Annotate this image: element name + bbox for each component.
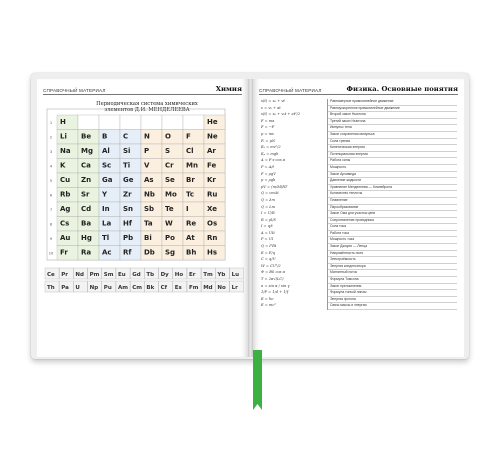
definition-line: Закон Джоуля — Ленца [328,244,457,251]
element-symbol: Hg [81,234,92,242]
definition-line: Потенциальная энергия [328,152,457,159]
element-symbol: Ne [207,132,218,141]
element-symbol: P [144,147,150,155]
formula-line: E = hν [261,296,274,301]
formula-line: Φ = BS cos α [261,270,286,275]
element-symbol: Kr [207,176,216,184]
definition-line: Работа тока [328,231,457,238]
element-symbol: W [165,219,173,228]
element-symbol: Nd [75,272,84,278]
definition-line: Энергия конденсатора [328,264,457,271]
definition-line: Количество теплоты [328,191,457,198]
element-symbol: Ca [81,161,91,170]
formula-line: A = UIt [261,230,275,235]
period-number: 4 [49,164,53,169]
definition-line: Закон Архимеда [328,172,457,179]
element-symbol: Cu [60,176,71,184]
element-symbol: Th [47,285,55,291]
formula-line: A = F·s·cos α [261,158,286,163]
element-symbol: Ra [81,248,92,257]
element-symbol: Ce [47,272,55,278]
formula-line: F = −F [261,125,275,130]
element-symbol: O [165,132,171,141]
element-symbol: Y [102,190,108,199]
physics-definitions [327,99,457,310]
element-symbol: Am [118,285,128,291]
definition-line: Формула тонкой линзы [328,290,457,297]
element-symbol: Sn [123,205,134,213]
element-symbol: Fe [207,161,217,170]
element-symbol: F [186,132,191,141]
element-symbol: Si [123,147,131,155]
element-symbol: Sc [102,161,112,170]
element-symbol: Cm [132,285,142,291]
element-symbol: He [207,118,218,126]
formula-line: Q = cmΔt [261,191,279,196]
element-symbol: Au [60,234,71,242]
element-symbol: Cl [186,147,194,155]
element-symbol: As [144,176,154,184]
element-symbol: I [186,205,189,213]
formula-line: p = ρgh [261,178,276,183]
definition-line: Закон сохранения импульса [328,132,457,139]
element-symbol: V [144,161,150,170]
periodic-table-title-line1: Периодическая система химических [96,101,198,107]
definition-line: Закон Ома для участка цепи [328,211,457,218]
element-symbol: Cr [165,161,174,170]
element-symbol: Pu [103,285,112,291]
formula-line: P = A/t [261,164,274,169]
element-symbol: Te [165,205,174,213]
formula-line: x(t) = x₀ + v₀t + at²/2 [261,112,301,117]
element-symbol: K [60,161,66,170]
period-number: 9 [49,237,53,241]
formula-line: P = UI [261,237,274,242]
formula-line: Eₚ = mgh [261,151,279,156]
right-header-title: Физика. Основные понятия [346,85,458,93]
period-number: 6 [49,193,53,198]
element-symbol: Bi [144,234,152,242]
element-symbol: Fr [60,248,68,257]
element-symbol: Bh [186,248,197,257]
element-symbol: Bk [146,285,155,291]
element-symbol: Lu [231,272,240,278]
element-symbol: Cs [60,219,70,228]
element-symbol: Pa [61,285,69,291]
element-symbol: Dy [160,272,169,278]
element-symbol: Np [89,285,99,291]
period-number: 7 [49,208,53,212]
formula-line: T = 2π√(LC) [261,277,284,282]
definition-line: Плавление [328,198,457,205]
element-cell [141,115,162,130]
period-number: 3 [49,150,53,154]
element-symbol: Xe [207,205,217,213]
formula-line: 1/F = 1/d + 1/f [261,290,289,295]
right-header-label: СПРАВОЧНЫЙ МАТЕРИАЛ [259,88,322,93]
definition-line: Связь массы и энергии [328,303,457,310]
element-symbol: Gd [132,272,141,278]
definition-line: Мощность тока [328,237,457,244]
element-symbol: Eu [118,272,126,278]
left-page [37,79,248,357]
periodic-table-title-line2: элементов Д.И. МЕНДЕЛЕЕВА [104,107,190,113]
element-cell [99,115,120,130]
element-cell [120,115,141,130]
element-symbol: Se [165,176,175,184]
element-symbol: Er [189,272,196,278]
element-symbol: Tc [186,190,194,199]
element-symbol: Yb [217,272,226,278]
formula-line: C = q/U [261,257,276,262]
formula-line: E = mc² [261,303,276,308]
formula-line: n = sin α / sin γ [261,283,290,288]
element-symbol: Fm [189,285,199,291]
bookmark-ribbon [253,350,262,410]
element-symbol: Ga [102,176,113,184]
element-symbol: Ba [81,219,92,228]
definition-line: Равноускоренное прямолинейное движение [328,106,457,113]
element-symbol: Li [60,132,67,141]
period-number: 5 [49,179,53,183]
element-symbol: Es [174,285,182,291]
element-symbol: B [102,132,108,141]
element-symbol: Lr [231,285,238,291]
element-symbol: Pm [89,272,100,278]
element-symbol: Ta [144,219,153,228]
element-symbol: Zn [81,176,92,184]
element-symbol: Ru [207,190,218,199]
definition-line: Магнитный поток [328,270,457,277]
element-symbol: Sr [81,190,90,199]
element-symbol: Sb [144,205,155,213]
element-symbol: Re [186,219,197,228]
element-symbol: Be [81,132,92,141]
element-symbol: Mg [81,147,93,155]
definition-line: Кинетическая энергия [328,145,457,152]
formula-line: F = ρgV [261,171,276,176]
period-number: 10 [48,251,54,256]
right-page-header [259,84,458,95]
element-symbol: Ti [123,161,131,170]
element-symbol: Ar [207,147,216,155]
left-header-title: Химия [215,85,242,93]
element-cell [162,115,183,130]
element-symbol: Hs [207,248,218,257]
formula-line: I = q/t [261,224,273,229]
element-symbol: N [144,132,150,141]
element-symbol: Pb [123,234,134,242]
element-symbol: Ho [174,272,184,278]
element-symbol: La [102,219,112,228]
element-symbol: Os [207,219,218,228]
element-symbol: Db [144,248,155,257]
formula-line: Q = I²Rt [261,244,277,249]
definition-line: Формула Томсона [328,277,457,284]
element-symbol: Rf [123,248,132,257]
period-number: 2 [49,135,53,140]
element-symbol: Ag [60,205,71,213]
period-number: 1 [49,121,53,125]
formula-line: p = mv [261,131,275,136]
formula-line: R = ρl/S [261,217,276,222]
element-symbol: U [75,285,80,291]
element-symbol: Zr [123,190,132,199]
periodic-table [37,79,248,357]
definition-line: Парообразование [328,205,457,212]
formula-line: v = v₀ + at [261,105,281,110]
element-cell [78,115,99,130]
element-symbol: At [186,234,195,242]
definition-line: Давление жидкости [328,178,457,185]
element-symbol: Md [203,285,213,291]
element-symbol: In [102,205,110,213]
definition-line: Закон преломления [328,284,457,291]
definition-line: Сила трения [328,139,457,146]
element-symbol: Po [165,234,175,242]
element-symbol: Ge [123,176,134,184]
element-symbol: S [165,147,171,155]
physics-formulas [261,99,321,310]
element-symbol: Cd [81,205,92,213]
definition-line: Импульс тела [328,125,457,132]
formula-line: Q = Lm [261,204,276,209]
definition-line: Работа силы [328,158,457,165]
definition-line: Равномерное прямолинейное движение [328,99,457,106]
formula-line: F = ma [261,118,275,123]
definition-line: Второй закон Ньютона [328,112,457,119]
element-symbol: Rn [207,234,218,242]
element-symbol: Cf [160,285,168,291]
element-symbol: Nb [144,190,155,199]
element-symbol: H [60,118,66,126]
element-symbol: Rb [60,190,71,199]
element-symbol: Al [102,147,110,155]
definition-line: Мощность [328,165,457,172]
period-number: 8 [49,222,53,227]
formula-line: Q = λm [261,197,275,202]
definition-line: Напряжённость поля [328,251,457,258]
element-symbol: No [217,285,226,291]
definition-line: Уравнение Менделеева — Клапейрона [328,185,457,192]
formula-line: x(t) = x₀ + vt [261,99,285,103]
element-cell [183,115,204,130]
left-header-label: СПРАВОЧНЫЙ МАТЕРИАЛ [43,88,106,93]
definition-line: Третий закон Ньютона [328,119,457,126]
formula-line: Fₜ = μN [261,138,276,143]
definition-line: Энергия фотона [328,297,457,304]
formula-line: E = F/q [261,250,275,255]
right-page [253,79,464,357]
element-symbol: Na [60,147,71,155]
element-symbol: Tl [102,234,110,242]
element-symbol: Br [186,176,195,184]
element-symbol: Mo [165,190,177,199]
definition-line: Сопротивление проводника [328,218,457,225]
element-symbol: Tm [203,272,213,278]
element-symbol: Sg [165,248,176,257]
formula-line: I = U/R [261,211,275,216]
element-symbol: Hf [123,219,132,228]
definition-line: Сила тока [328,224,457,231]
formula-line: Eₖ = mv²/2 [261,145,281,150]
formula-line: pV = (m/M)RT [261,184,288,189]
element-symbol: Sm [103,272,114,278]
element-symbol: C [123,132,129,141]
element-symbol: Mn [186,161,198,170]
definition-line: Электроёмкость [328,257,457,264]
element-symbol: Tb [146,272,155,278]
element-symbol: Ac [102,248,112,257]
element-symbol: Pr [61,272,68,278]
formula-line: W = CU²/2 [261,263,281,268]
